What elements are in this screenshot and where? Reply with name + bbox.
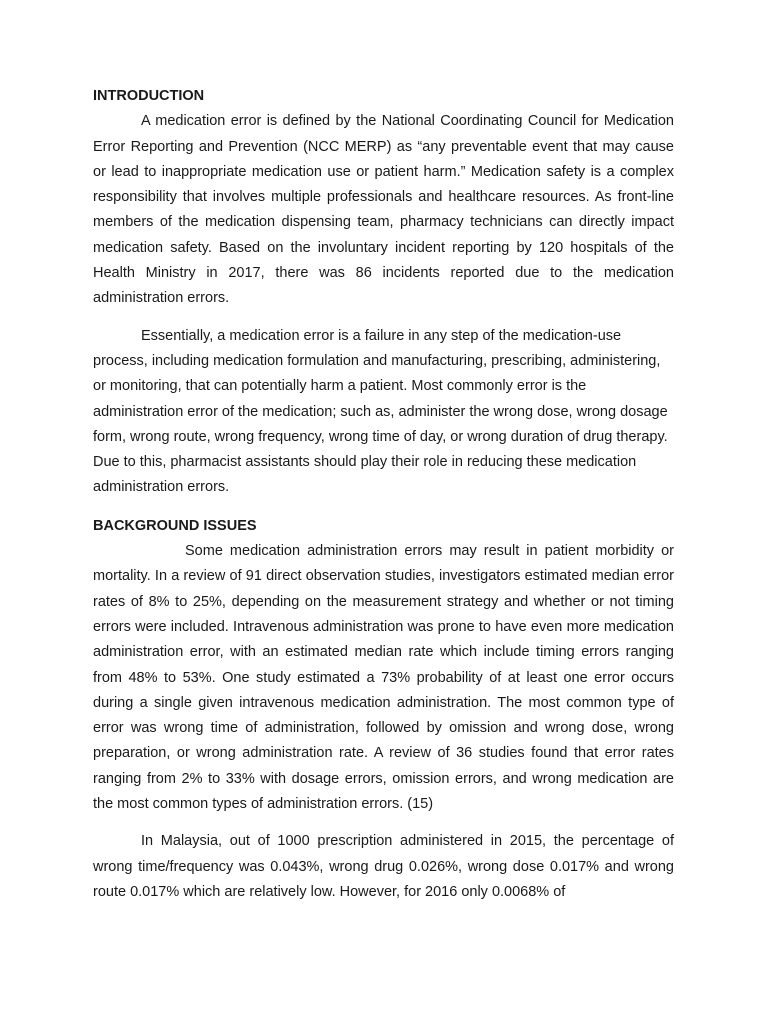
background-heading: BACKGROUND ISSUES <box>93 517 257 534</box>
background-paragraph-1: Some medication administration errors may result in patient morbidity or mortality. In a review of 91 direct observation studies, investigators estimated median error rates of 8% to 25%, depending on the measurement strategy and whether or not timing errors were included. Intravenous administration was prone to have even more medication administration error, with an estimated median rate which include timing errors ranging from 48% to 53%. One study estimated a 73% probability of at least one error occurs during a single given intravenous medication administration. The most common type of error was wrong time of administration, followed by omission and wrong dose, wrong preparation, or wrong administration rate. A review of 36 studies found that error rates ranging from 2% to 33% with dosage errors, omission errors, and wrong medication are the most common types of administration errors. (15) <box>93 543 674 813</box>
introduction-paragraph-2: Essentially, a medication error is a failure in any step of the medication-use process, including medication formulation and manufacturing, prescribing, administering, or monitoring, that can potentially harm a patient. Most commonly error is the administration error of the medication; such as, administer the wrong dose, wrong dosage form, wrong route, wrong frequency, wrong time of day, or wrong duration of drug therapy. Due to this, pharmacist assistants should play their role in reducing these medication administration errors. <box>93 327 668 496</box>
introduction-paragraph-1: A medication error is defined by the National Coordinating Council for Medication Error Reporting and Prevention (NCC MERP) as “any preventable event that may cause or lead to inappropriate medication use or patient harm.” Medication safety is a complex responsibility that involves multiple professionals and healthcare resources. As front-line members of the medication dispensing team, pharmacy technicians can directly impact medication safety. Based on the involuntary incident reporting by 120 hospitals of the Health Ministry in 2017, there was 86 incidents reported due to the medication administration errors. <box>93 113 674 307</box>
document-page <box>93 84 674 905</box>
background-paragraph-2: In Malaysia, out of 1000 prescription administered in 2015, the percentage of wrong time/frequency was 0.043%, wrong drug 0.026%, wrong dose 0.017% and wrong route 0.017% which are relatively low. However, for 2016 only 0.0068% of <box>93 833 674 900</box>
introduction-heading: INTRODUCTION <box>93 88 205 104</box>
